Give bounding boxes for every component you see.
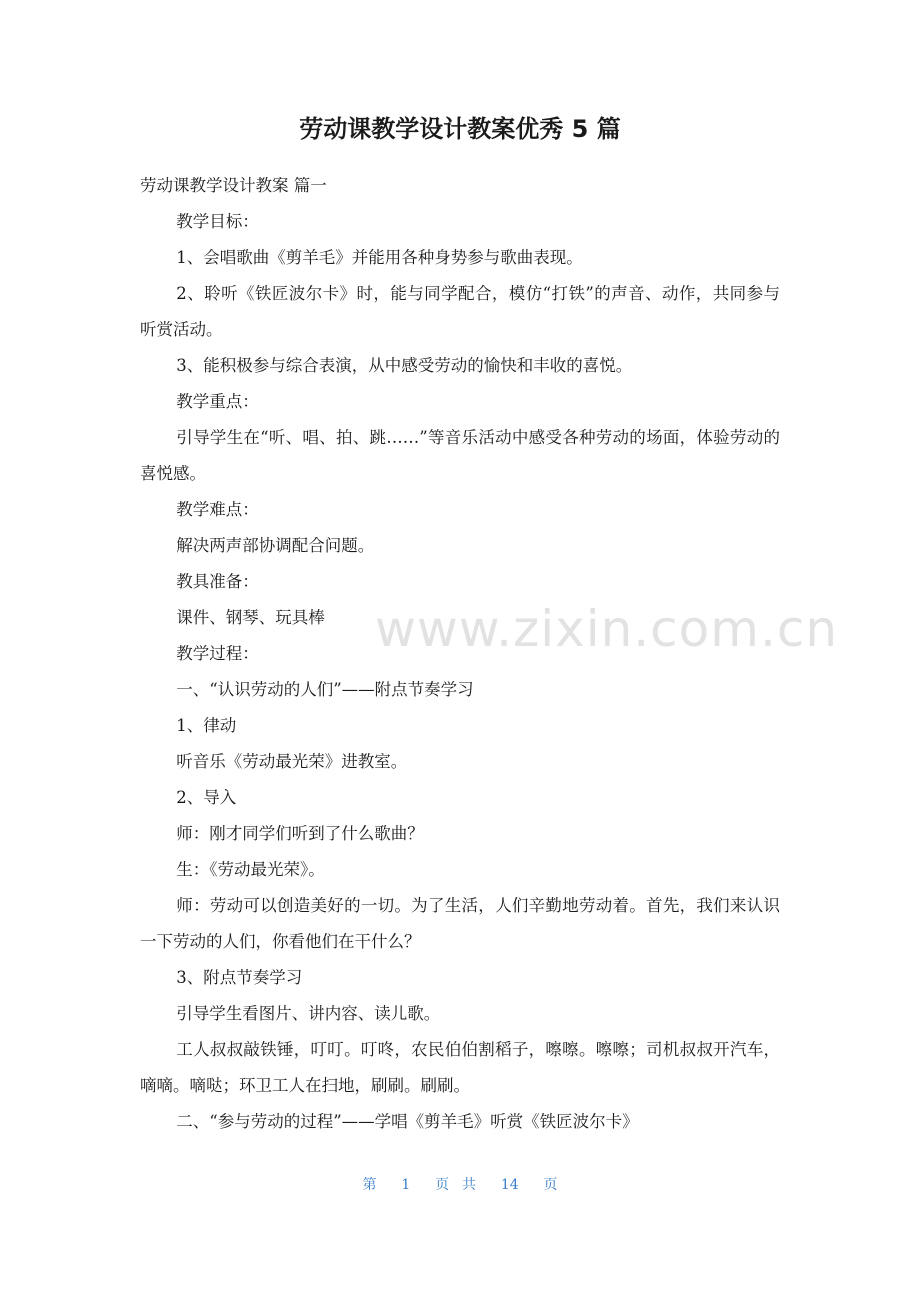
paragraph: 生：《劳动最光荣》。 [176, 860, 325, 879]
paragraph: 教学重点： [176, 392, 259, 411]
paragraph: 2、聆听《铁匠波尔卡》时，能与同学配合，模仿“打铁”的声音、动作，共同参与听赏活动。 [140, 284, 780, 339]
paragraph: 师：劳动可以创造美好的一切。为了生活，人们辛勤地劳动着。首先，我们来认识一下劳动的人们，你看他们在干什么？ [140, 896, 780, 951]
footer-prefix: 第 [362, 1177, 377, 1193]
section-heading: 劳动课教学设计教案 篇一 [140, 176, 327, 195]
paragraph: 2、导入 [176, 788, 237, 807]
paragraph: 教具准备： [176, 572, 259, 591]
footer-total-pages: 14 [500, 1177, 519, 1193]
paragraph: 1、会唱歌曲《剪羊毛》并能用各种身势参与歌曲表现。 [176, 248, 583, 267]
document-title: 劳动课教学设计教案优秀 5 篇 [299, 115, 621, 143]
paragraph: 一、“认识劳动的人们”——附点节奏学习 [176, 680, 474, 699]
paragraph: 引导学生在“听、唱、拍、跳……”等音乐活动中感受各种劳动的场面，体验劳动的喜悦感。 [140, 428, 780, 483]
paragraph: 听音乐《劳动最光荣》进教室。 [176, 752, 408, 771]
paragraph: 教学过程： [176, 644, 259, 663]
paragraph: 教学目标： [176, 212, 259, 231]
paragraph: 解决两声部协调配合问题。 [176, 536, 375, 555]
paragraph: 3、附点节奏学习 [176, 968, 303, 987]
watermark: www.zixin.com.cn [375, 600, 839, 658]
paragraph: 引导学生看图片、讲内容、读儿歌。 [176, 1004, 441, 1023]
paragraph: 课件、钢琴、玩具棒 [176, 608, 325, 627]
footer-page-number: 1 [401, 1177, 411, 1193]
paragraph: 3、能积极参与综合表演，从中感受劳动的愉快和丰收的喜悦。 [176, 356, 633, 375]
paragraph: 教学难点： [176, 500, 259, 519]
paragraph: 工人叔叔敲铁锤，叮叮。叮咚，农民伯伯割稻子，嚓嚓。嚓嚓；司机叔叔开汽车，嘀嘀。嘀哒；环卫工人在扫地，刷刷。刷刷。 [140, 1040, 780, 1095]
paragraph: 二、“参与劳动的过程”——学唱《剪羊毛》听赏《铁匠波尔卡》 [176, 1112, 639, 1131]
paragraph: 师：刚才同学们听到了什么歌曲？ [176, 824, 424, 843]
paragraph: 1、律动 [176, 716, 237, 735]
document-body [140, 168, 780, 1140]
page-footer [0, 1174, 920, 1194]
footer-middle: 页 共 [435, 1177, 476, 1193]
footer-suffix: 页 [543, 1177, 558, 1193]
